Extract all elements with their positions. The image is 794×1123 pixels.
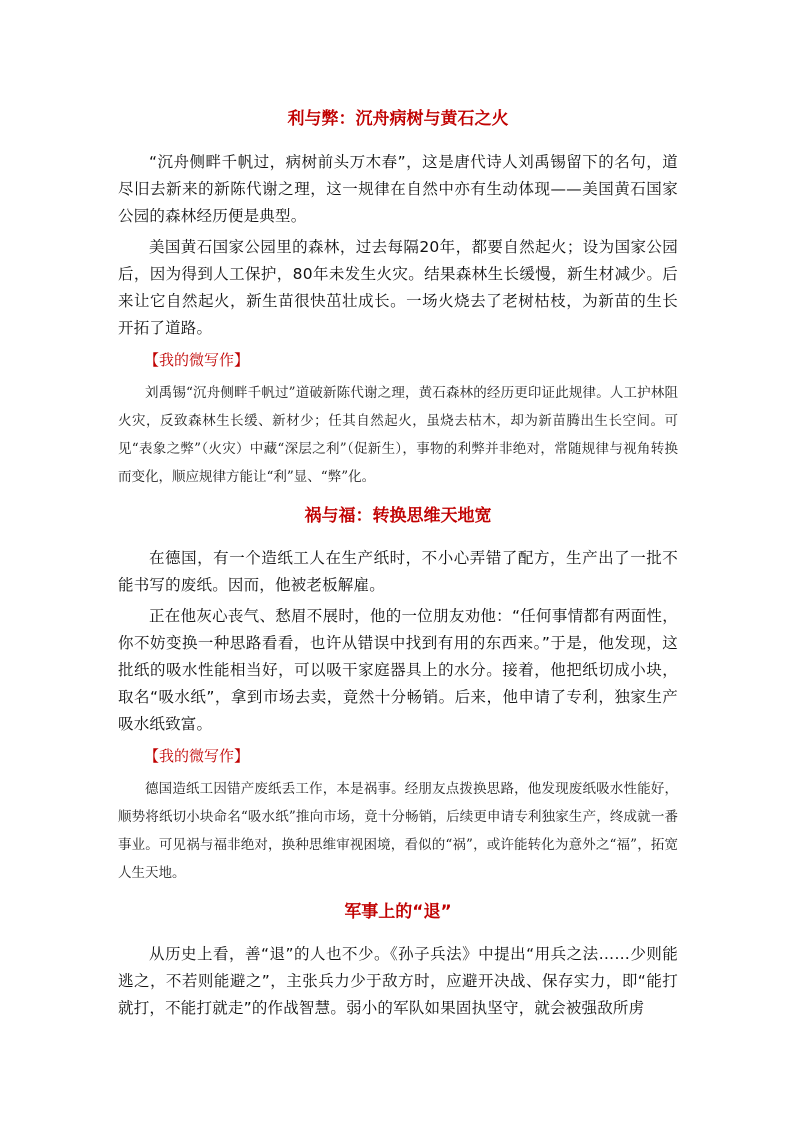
document-page bbox=[118, 96, 678, 1022]
micro-writing-tag: 【我的微写作】 bbox=[144, 351, 250, 369]
micro-writing-text: 刘禹锡“沉舟侧畔千帆过”道破新陈代谢之理，黄石森林的经历更印证此规律。人工护林阻火灾，反致森林生长缓、新材少；任其自然起火，虽烧去枯木，却为新苗腾出生长空间。可见“表象之弊”（火灾）中藏“深层之利”（促新生），事物的利弊并非绝对，常随规律与视角转换而变化，顺应规律方能让“利”显、“弊”化。 bbox=[118, 385, 678, 485]
paragraph: 正在他灰心丧气、愁眉不展时，他的一位朋友劝他：“任何事情都有两面性，你不妨变换一种思路看看，也许从错误中找到有用的东西来。”于是，他发现，这批纸的吸水性能相当好，可以吸干家庭器具上的水分。接着，他把纸切成小块，取名“吸水纸”，拿到市场去卖，竟然十分畅销。后来，他申请了专利，独家生产吸水纸致富。 bbox=[118, 607, 678, 733]
paragraph: 从历史上看，善“退”的人也不少。《孙子兵法》中提出“用兵之法……少则能逃之，不若则能避之”，主张兵力少于敌方时，应避开决战、保存实力，即“能打就打，不能打就走”的作战智慧。弱小的军队如果固执坚守，就会被强敌所虏 bbox=[118, 945, 678, 1017]
paragraph: “沉舟侧畔千帆过，病树前头万木春”，这是唐代诗人刘禹锡留下的名句，道尽旧去新来的新陈代谢之理，这一规律在自然中亦有生动体现——美国黄石国家公园的森林经历便是典型。 bbox=[118, 153, 678, 225]
paragraph: 在德国，有一个造纸工人在生产纸时，不小心弄错了配方，生产出了一批不能书写的废纸。因而，他被老板解雇。 bbox=[118, 549, 678, 594]
micro-writing-text: 德国造纸工因错产废纸丢工作，本是祸事。经朋友点拨换思路，他发现废纸吸水性能好，顺势将纸切小块命名“吸水纸”推向市场，竟十分畅销，后续更申请专利独家生产，终成就一番事业。可见祸与福非绝对，换种思维审视困境，看似的“祸”，或许能转化为意外之“福”，拓宽人生天地。 bbox=[118, 781, 678, 881]
section-title-1: 利与弊：沉舟病树与黄石之火 bbox=[287, 109, 509, 129]
section-title-2: 祸与福：转换思维天地宽 bbox=[304, 506, 492, 526]
paragraph: 美国黄石国家公园里的森林，过去每隔20年，都要自然起火；设为国家公园后，因为得到人工保护，80年未发生火灾。结果森林生长缓慢，新生材减少。后来让它自然起火，新生苗很快茁壮成长。一场火烧去了老树枯枝，为新苗的生长开拓了道路。 bbox=[118, 238, 678, 337]
micro-writing-tag: 【我的微写作】 bbox=[144, 747, 250, 765]
section-title-3: 军事上的“退” bbox=[344, 902, 452, 922]
